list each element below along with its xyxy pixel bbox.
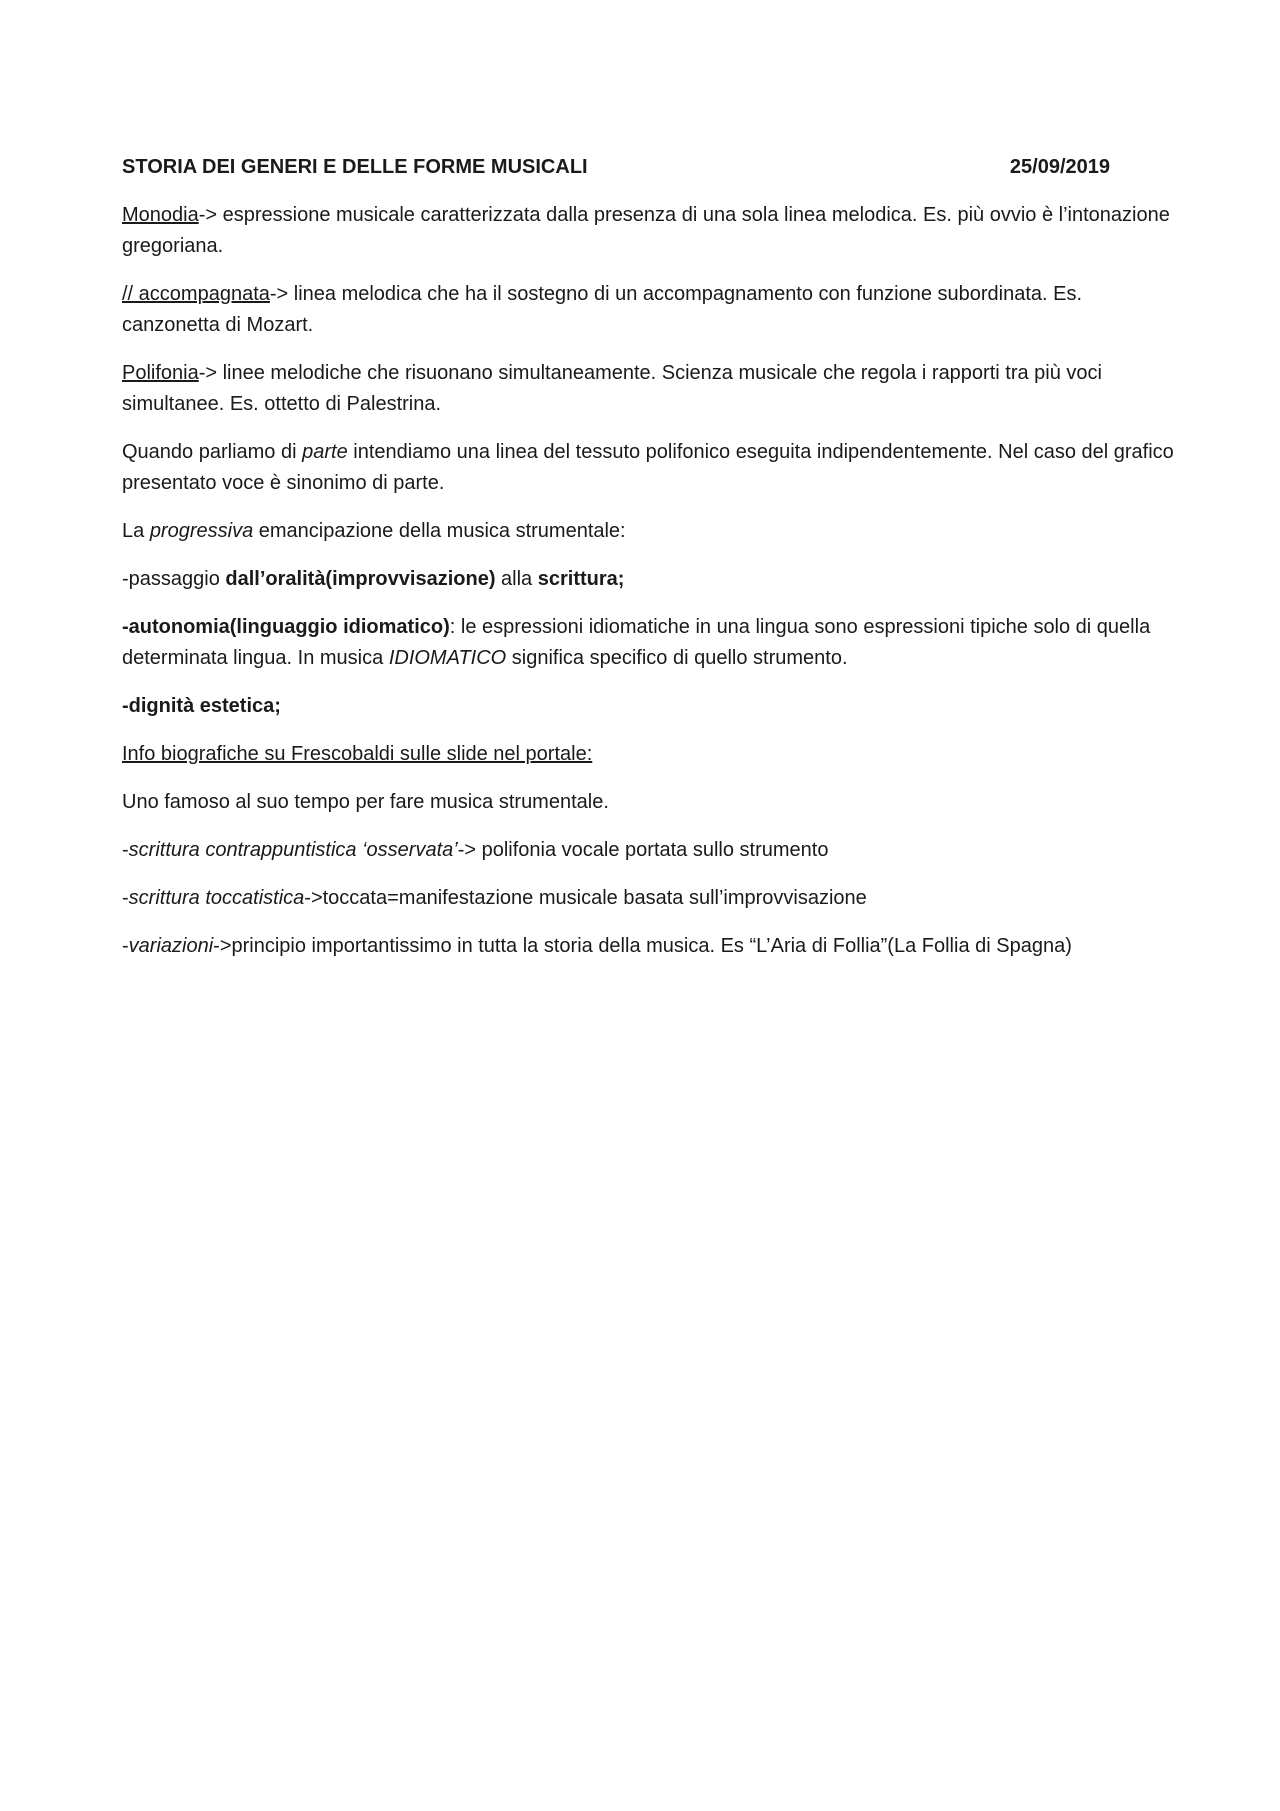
paragraph-emancipazione (122, 516, 1182, 547)
paragraph-monodia (122, 200, 1182, 262)
autonomia-bold: -autonomia(linguaggio idiomatico) (122, 616, 450, 638)
parte-post: intendiamo una linea del tessuto polifonico eseguita indipendentemente. Nel caso del grafico presentato voce è sinonimo di parte. (122, 441, 1174, 494)
autonomia-em: IDIOMATICO (388, 647, 507, 669)
autonomia-text2: significa specifico di quello strumento. (506, 647, 848, 669)
emancipazione-em: progressiva (149, 520, 254, 542)
uno-famoso-text: Uno famoso al suo tempo per fare musica strumentale. (122, 791, 609, 813)
contrappuntistica-pre: - (122, 839, 129, 861)
parte-pre: Quando parliamo di (122, 441, 303, 463)
paragraph-variazioni (122, 931, 1182, 962)
monodia-text: -> espressione musicale caratterizzata dalla presenza di una sola linea melodica. Es. più ovvio è l’intonazione gregoriana. (122, 204, 1170, 257)
term-monodia: Monodia (122, 204, 199, 226)
paragraph-uno-famoso (122, 787, 1182, 818)
contrappuntistica-em: scrittura contrappuntistica ‘osservata’ (128, 839, 458, 861)
page-header (122, 154, 1110, 180)
polifonia-text: -> linee melodiche che risuonano simultaneamente. Scienza musicale che regola i rapporti tra più voci simultanee. Es. ottetto di Palestrina. (122, 362, 1102, 415)
toccatistica-pre: - (122, 887, 129, 909)
variazioni-em: variazioni (128, 935, 214, 957)
document-date: 25/09/2019 (1009, 156, 1110, 178)
contrappuntistica-post: -> polifonia vocale portata sullo strumento (457, 839, 829, 861)
parte-em: parte (302, 441, 348, 463)
paragraph-toccatistica (122, 883, 1182, 914)
paragraph-polifonia (122, 358, 1182, 420)
autonomia-text1: : le espressioni idiomatiche in una lingua sono espressioni tipiche solo di quella determinata lingua. In musica (122, 616, 1151, 669)
passaggio-bold1: dall’oralità(improvvisazione) (225, 568, 496, 590)
paragraph-parte (122, 437, 1182, 499)
document-body (122, 154, 1182, 979)
toccatistica-post: ->toccata=manifestazione musicale basata sull’improvvisazione (304, 887, 867, 909)
paragraph-passaggio (122, 564, 1182, 595)
toccatistica-em: scrittura toccatistica (128, 887, 305, 909)
info-text: Info biografiche su Frescobaldi sulle slide nel portale: (122, 743, 593, 765)
paragraph-info (122, 739, 1182, 770)
paragraph-accompagnata (122, 279, 1182, 341)
paragraph-contrappuntistica (122, 835, 1182, 866)
passaggio-mid: alla (495, 568, 538, 590)
variazioni-post: ->principio importantissimo in tutta la storia della musica. Es “L’Aria di Follia”(La Follia di Spagna) (213, 935, 1072, 957)
variazioni-pre: - (122, 935, 129, 957)
term-polifonia: Polifonia (122, 362, 199, 384)
document-title: STORIA DEI GENERI E DELLE FORME MUSICALI (122, 156, 588, 178)
term-accompagnata: // accompagnata (122, 283, 270, 305)
emancipazione-pre: La (122, 520, 150, 542)
passaggio-bold2: scrittura; (537, 568, 625, 590)
emancipazione-post: emancipazione della musica strumentale: (253, 520, 626, 542)
paragraph-autonomia (122, 612, 1182, 674)
accompagnata-text: -> linea melodica che ha il sostegno di un accompagnamento con funzione subordinata. Es. canzonetta di Mozart. (122, 283, 1083, 336)
paragraph-dignita (122, 691, 1182, 722)
passaggio-pre: -passaggio (122, 568, 226, 590)
dignita-bold: -dignità estetica; (122, 695, 281, 717)
